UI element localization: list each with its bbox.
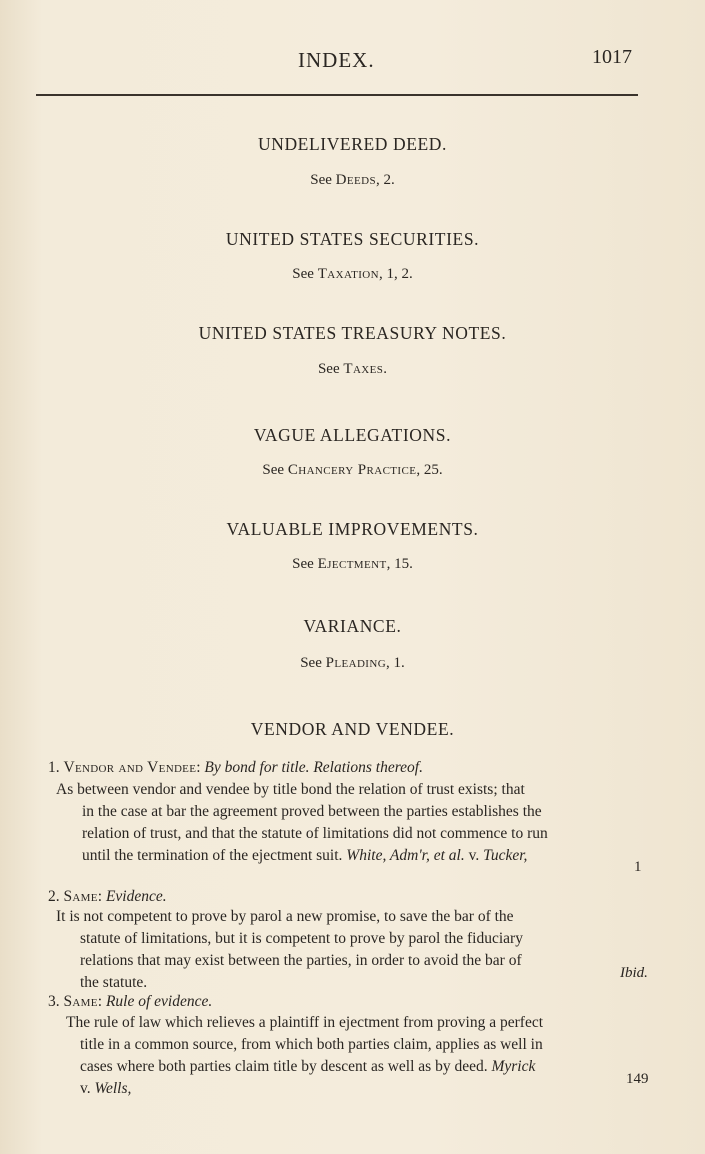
entry-line: until the termination of the ejectment suit.	[82, 847, 343, 864]
entry-line: It is not competent to prove by parol a new promise, to save the bar of the	[56, 908, 514, 925]
see-target: Pleading	[325, 655, 387, 671]
see-ref: , 1.	[386, 655, 405, 671]
see-word: See	[292, 556, 314, 572]
see-reference	[0, 172, 705, 189]
entry-line-case	[80, 1078, 131, 1101]
see-target: Deeds	[335, 172, 376, 188]
entry-line: relations that may exist between the parties, in order to avoid the bar of	[80, 952, 522, 969]
see-word: See	[300, 655, 322, 671]
index-heading: VALUABLE IMPROVEMENTS.	[226, 519, 479, 539]
entry-line-last	[80, 1056, 535, 1079]
entry-line: title in a common source, from which both parties claim, applies as well in	[80, 1036, 543, 1053]
see-ref: , 15.	[386, 556, 413, 572]
see-word: See	[310, 172, 332, 188]
entry-number: 1.	[48, 759, 60, 776]
entry-subtopic: Rule of evidence.	[105, 993, 213, 1010]
see-reference	[0, 556, 705, 573]
entry-line: relation of trust, and that the statute of limitations did not commence to run	[82, 825, 548, 842]
see-reference	[0, 266, 705, 283]
running-head	[0, 46, 705, 76]
entry-sep: :	[97, 888, 103, 905]
page-reference: 149	[626, 1071, 649, 1087]
see-target: Chancery Practice	[287, 462, 417, 478]
running-title: INDEX.	[298, 48, 375, 72]
see-ref: , 1, 2.	[378, 266, 413, 282]
entry-line: the statute.	[80, 974, 148, 991]
page-number: 1017	[592, 46, 632, 68]
see-reference	[0, 361, 705, 378]
see-ref: , 25.	[416, 462, 443, 478]
entry-headline	[48, 757, 423, 780]
page-reference: Ibid.	[620, 965, 648, 981]
entry-sep: :	[97, 993, 103, 1010]
entry-subtopic: By bond for title. Relations thereof.	[204, 759, 423, 776]
case-name: White, Adm'r, et al.	[346, 847, 465, 864]
see-reference	[0, 655, 705, 672]
entry-line: cases where both parties claim title by descent as well as by deed.	[80, 1058, 488, 1075]
case-name: Myrick	[491, 1058, 536, 1075]
entry-number: 2.	[48, 888, 60, 905]
entry-sep: :	[196, 759, 201, 776]
see-word: See	[262, 462, 285, 478]
entry-line: The rule of law which relieves a plaintiff in ejectment from proving a perfect	[66, 1014, 544, 1031]
see-word: See	[317, 361, 340, 377]
see-word: See	[292, 266, 314, 282]
see-ref: .	[383, 361, 388, 377]
see-target: Taxes	[343, 361, 384, 377]
entry-topic: Same	[63, 993, 98, 1010]
entry-line: in the case at bar the agreement proved between the parties establishes the	[82, 803, 542, 820]
entry-line-last	[82, 845, 527, 868]
header-rule	[36, 94, 638, 96]
entry-topic: Same	[63, 888, 98, 905]
entry-number: 3.	[48, 993, 60, 1010]
page-reference: 1	[634, 859, 642, 875]
entry-headline	[48, 991, 212, 1014]
index-heading: VARIANCE.	[303, 616, 402, 636]
entry-subtopic: Evidence.	[105, 888, 167, 905]
index-heading: UNITED STATES TREASURY NOTES.	[198, 323, 507, 343]
case-party: Tucker,	[483, 847, 528, 864]
see-target: Taxation	[317, 266, 379, 282]
entry-line: statute of limitations, but it is competent to prove by parol the fiduciary	[80, 930, 523, 947]
index-heading: VAGUE ALLEGATIONS.	[253, 425, 452, 445]
see-reference	[0, 462, 705, 479]
see-target: Ejectment	[317, 556, 387, 572]
case-v: v.	[80, 1080, 91, 1097]
index-heading: VENDOR AND VENDEE.	[250, 719, 455, 739]
entry-line: As between vendor and vendee by title bond the relation of trust exists; that	[56, 781, 525, 798]
index-heading: UNITED STATES SECURITIES.	[225, 229, 480, 249]
case-party: Wells,	[94, 1080, 132, 1097]
case-v: v.	[468, 847, 480, 864]
entry-topic: Vendor and Vendee	[63, 759, 197, 776]
index-heading: UNDELIVERED DEED.	[257, 134, 448, 154]
see-ref: , 2.	[376, 172, 395, 188]
